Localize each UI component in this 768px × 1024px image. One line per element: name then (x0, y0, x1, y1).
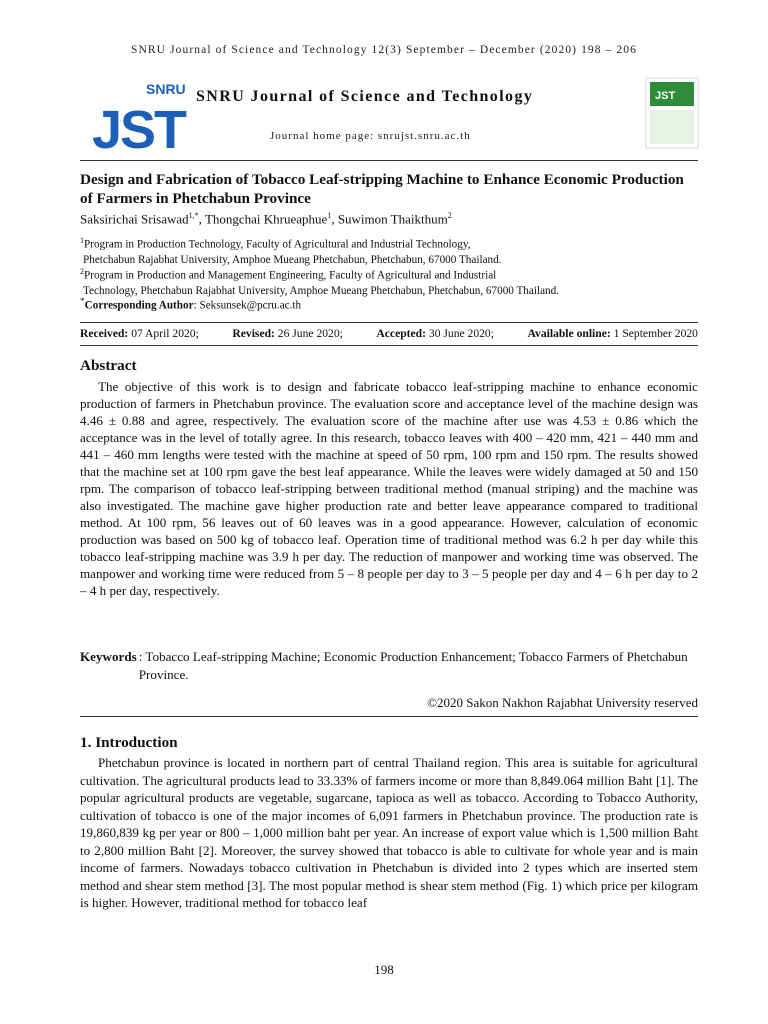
section-rule (80, 716, 698, 717)
author-separator: , (331, 211, 338, 227)
author-superscript: 1,* (188, 211, 199, 220)
date-value: 07 April 2020; (128, 327, 199, 340)
abstract-text: The objective of this work is to design and fabricate tobacco leaf-stripping machine to enhance economic production of farmers in Phetchabun province. The evaluation score and acceptance level of the machine design was 4.46 ± 0.88 and agree, respectively. The evaluation score of the machine after use was 4.53 ± 0.86 which the acceptance was in the level of totally agree. In this research, tobacco leaves with 400 – 420 mm, 421 – 440 mm and 441 – 460 mm lengths were tested with the machine at speed of 50 rpm, 100 rpm and 150 rpm. The results showed that the machine set at 100 rpm gave the best leaf appearance. While the leaves were widely damaged at 50 and 150 rpm. The comparison of tobacco leaf-stripping between traditional method (manual striping) and the machine was also investigated. The machine gave higher production rate and better leave appearance compared to traditional method. At 100 rpm, 56 leaves out of 60 leaves was in a good appearance. However, calculation of economic production was based on 500 kg of tobacco leaf. Operation time of traditional method was 6.2 h per day while this tobacco leaf-stripping machine was 3.9 h per day. The reduction of manpower and working time was observed. The manpower and working time were reduced from 5 – 8 people per day to 3 – 5 people per day and 4 – 6 h per day to 2 – 4 h per day, respectively. (80, 379, 698, 598)
abstract-heading: Abstract (80, 357, 137, 374)
page-number: 198 (374, 962, 394, 977)
affiliation-line: Program in Production Technology, Faculty of Agricultural and Industrial Technology, (84, 238, 471, 251)
author-separator: , (198, 211, 205, 227)
affiliation-2 (80, 264, 700, 300)
affiliation-line: Program in Production and Management Engineering, Faculty of Agricultural and Industrial (84, 269, 497, 282)
date-label: Accepted: (376, 327, 426, 340)
affiliation-superscript: 1 (80, 236, 84, 245)
author-name: Saksirichai Srisawad (80, 211, 189, 227)
author-list (80, 211, 452, 227)
date-label: Revised: (232, 327, 275, 340)
keywords (80, 648, 700, 684)
journal-homepage: Journal home page: snrujst.snru.ac.th (270, 130, 471, 142)
date-value: 26 June 2020; (274, 327, 343, 340)
keywords-text: : Tobacco Leaf-stripping Machine; Economic Production Enhancement; Tobacco Farmers of Phetchabun Province. (138, 649, 688, 682)
logo-small-text: SNRU (146, 81, 186, 97)
affiliation-line: Technology, Phetchabun Rajabhat University, Amphoe Mueang Phetchabun, Phetchabun, 67000 Thailand. (83, 285, 560, 298)
affiliation-line: Phetchabun Rajabhat University, Amphoe Mueang Phetchabun, Phetchabun, 67000 Thailand. (83, 254, 502, 267)
author-name: Thongchai Khrueaphue (204, 211, 328, 227)
journal-name: SNRU Journal of Science and Technology (196, 88, 534, 105)
date-accepted (376, 323, 494, 345)
introduction-heading: 1. Introduction (80, 734, 178, 751)
cover-label: JST (655, 90, 676, 102)
corresponding-label: Corresponding Author (84, 299, 194, 312)
date-label: Available online: (527, 327, 611, 340)
date-label: Received: (80, 327, 129, 340)
date-received (80, 323, 199, 345)
journal-masthead (80, 72, 698, 160)
article-dates (80, 322, 698, 346)
affiliation-superscript: 2 (80, 267, 84, 276)
masthead-rule (80, 160, 698, 161)
journal-logo (90, 78, 186, 160)
introduction-text: Phetchabun province is located in northern part of central Thailand region. This area is suitable for agricultural cultivation. The agricultural products lead to 33.33% of farmers income or more than 8,849.064 million Baht [1]. The popular agricultural products are vegetable, sugarcane, tapioca as well as tobacco. According to Tobacco Authority, cultivation of tobacco is one of the major incomes of 6,091 farmers in Phetchabun province. The production rate is 19,860,839 kg per year or 800 – 1,000 million baht per year. An increase of export value which is 1,500 million Baht to 2,800 million Baht [2]. Moreover, the survey showed that tobacco is able to cultivate for whole year and is main income of farmers. Nowadays tobacco cultivation in Phetchabun is divided into 2 types which are inserted stem method and shear stem method [3]. The most popular method is shear stem method (Fig. 1) which price per kilogram is higher. However, traditional method for tobacco leaf (80, 755, 698, 910)
date-available-online (528, 323, 698, 345)
copyright-notice: ©2020 Sakon Nakhon Rajabhat University reserved (427, 695, 698, 710)
keywords-label: Keywords (80, 649, 137, 664)
logo-big-text: JST (92, 100, 186, 160)
date-value: 30 June 2020; (426, 327, 494, 340)
date-value: 1 September 2020 (610, 327, 698, 340)
corresponding-superscript: * (80, 297, 85, 307)
author-superscript: 1 (327, 211, 332, 220)
date-revised (232, 323, 342, 345)
corresponding-author (80, 297, 301, 312)
author-name: Suwimon Thaikthum (337, 211, 448, 227)
running-head: SNRU Journal of Science and Technology 12(3) September – December (2020) 198 – 206 (131, 44, 637, 56)
journal-cover-image (646, 78, 698, 148)
article-title: Design and Fabrication of Tobacco Leaf-stripping Machine to Enhance Economic Production of Farmers in Phetchabun Province (80, 171, 684, 207)
corresponding-email: : Seksunsek@pcru.ac.th (193, 299, 302, 312)
author-superscript: 2 (447, 211, 452, 220)
